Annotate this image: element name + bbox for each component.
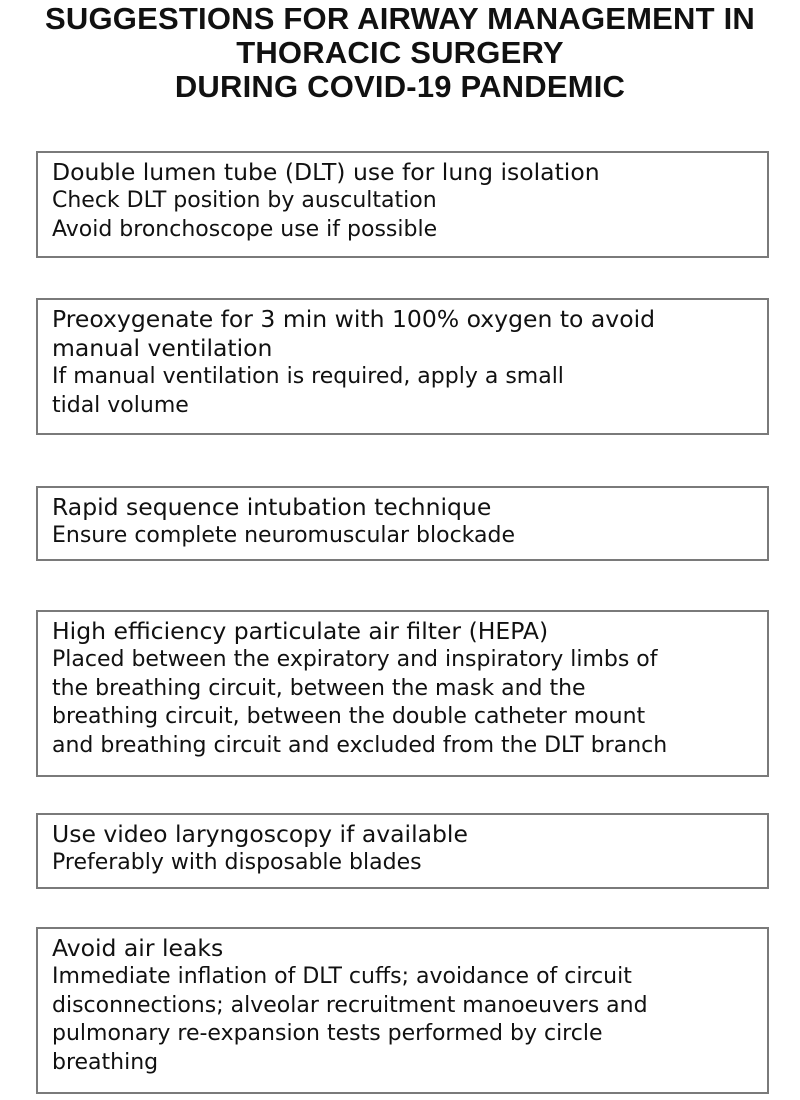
box-heading: manual ventilation	[52, 334, 273, 362]
box-heading: Preoxygenate for 3 min with 100% oxygen to avoid	[52, 305, 656, 333]
title-line-1: SUGGESTIONS FOR AIRWAY MANAGEMENT IN	[45, 1, 755, 36]
suggestion-box-hepa-filter	[36, 610, 769, 777]
suggestion-box-preoxygenate	[36, 298, 769, 435]
box-text-line: disconnections; alveolar recruitment manoeuvers and	[52, 992, 648, 1018]
box-heading: High efficiency particulate air filter (HEPA)	[52, 617, 549, 645]
box-text-line: If manual ventilation is required, apply a small	[52, 364, 564, 389]
box-text-line: the breathing circuit, between the mask and the	[52, 675, 586, 701]
box-text-line: and breathing circuit and excluded from the DLT branch	[52, 732, 668, 758]
suggestion-box-video-laryngoscopy	[36, 813, 769, 889]
suggestion-box-rapid-sequence	[36, 486, 769, 561]
box-text-line: Placed between the expiratory and inspiratory limbs of	[52, 647, 658, 672]
box-text-line: pulmonary re-expansion tests performed by circle	[52, 1021, 603, 1046]
box-text-line: breathing	[52, 1049, 159, 1075]
box-text-line: Ensure complete neuromuscular blockade	[52, 523, 516, 548]
box-text-line: Preferably with disposable blades	[52, 850, 422, 875]
suggestion-box-air-leaks	[36, 927, 769, 1094]
box-text-line: breathing circuit, between the double catheter mount	[52, 704, 646, 729]
box-text-line: tidal volume	[52, 392, 189, 418]
box-heading: Avoid air leaks	[52, 934, 224, 962]
box-text-line: Check DLT position by auscultation	[52, 188, 437, 213]
suggestion-box-dlt	[36, 151, 769, 258]
diagram-title	[0, 2, 800, 104]
box-heading: Double lumen tube (DLT) use for lung isolation	[52, 158, 600, 186]
box-heading: Use video laryngoscopy if available	[52, 820, 468, 848]
box-text-line: Immediate inflation of DLT cuffs; avoidance of circuit	[52, 964, 632, 989]
title-line-2: THORACIC SURGERY	[236, 35, 564, 70]
title-line-3: DURING COVID-19 PANDEMIC	[174, 69, 626, 104]
box-heading: Rapid sequence intubation technique	[52, 493, 492, 521]
box-text-line: Avoid bronchoscope use if possible	[52, 216, 438, 242]
